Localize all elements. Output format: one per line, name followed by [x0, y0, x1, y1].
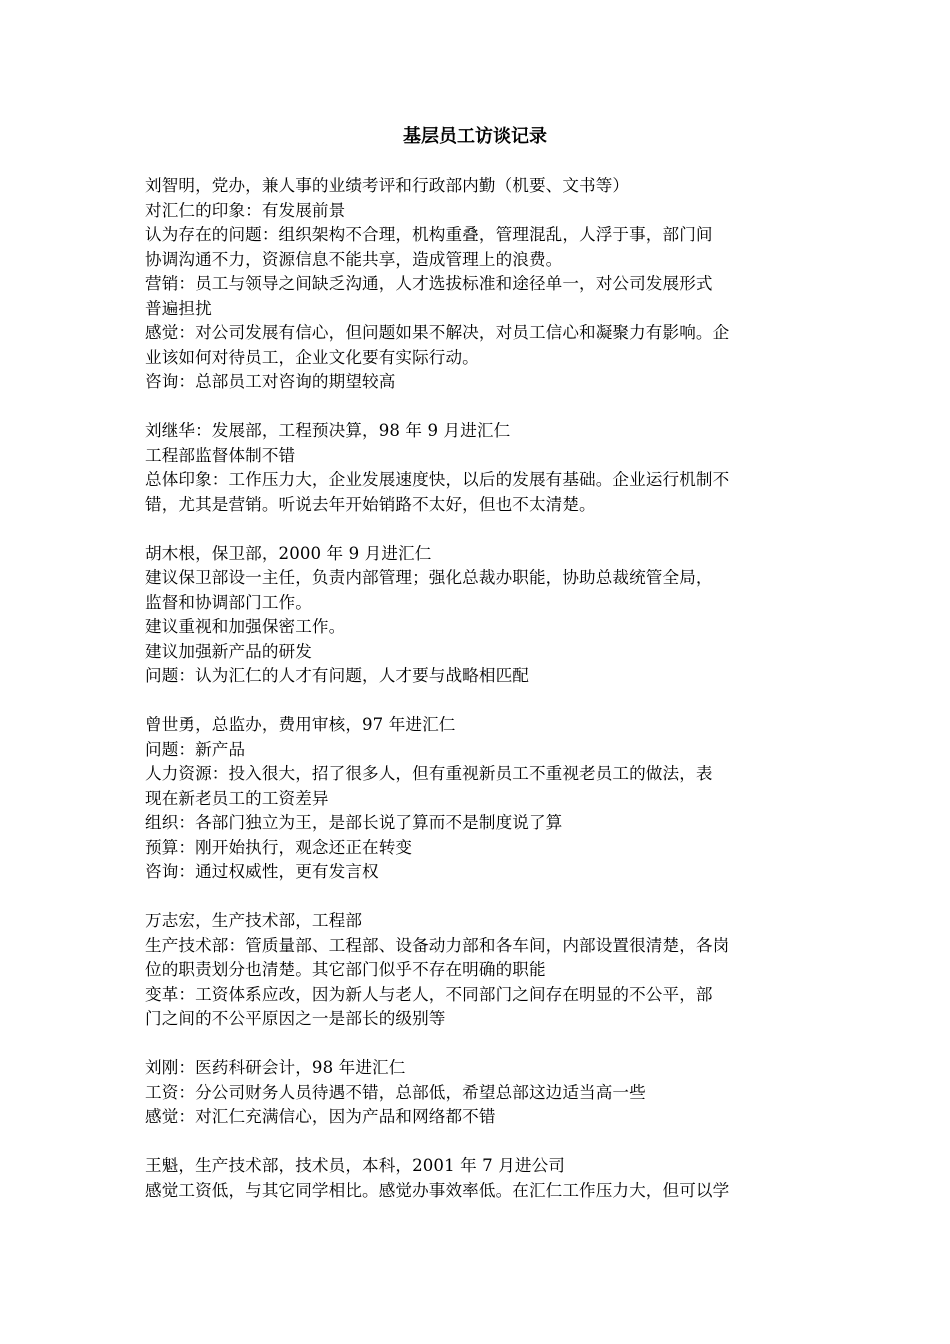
- record-line: 门之间的不公平原因之一是部长的级别等: [145, 1009, 446, 1028]
- record-line: 营销：员工与领导之间缺乏沟通，人才选拔标准和途径单一，对公司发展形式: [145, 274, 713, 293]
- record-line: 生产技术部：管质量部、工程部、设备动力部和各车间，内部设置很清楚，各岗: [145, 935, 730, 955]
- record-line: 刘继华：发展部，工程预决算，98 年 9 月进汇仁: [145, 421, 511, 440]
- record-line: 人力资源：投入很大，招了很多人，但有重视新员工不重视老员工的做法，表: [145, 764, 713, 783]
- record-line: 王魁，生产技术部，技术员，本科，2001 年 7 月进公司: [145, 1156, 565, 1175]
- record-line: 刘智明，党办，兼人事的业绩考评和行政部内勤（机要、文书等）: [145, 176, 630, 195]
- record-line: 曾世勇，总监办，费用审核，97 年进汇仁: [145, 715, 456, 734]
- interview-records: [145, 174, 807, 1228]
- record-line: 对汇仁的印象：有发展前景: [145, 200, 346, 220]
- record-line: 建议保卫部设一主任，负责内部管理；强化总裁办职能，协助总裁统管全局，: [145, 568, 713, 587]
- record-line: 工资：分公司财务人员待遇不错，总部低，希望总部这边适当高一些: [145, 1082, 646, 1102]
- interview-section: [145, 713, 807, 885]
- record-line: 现在新老员工的工资差异: [145, 788, 329, 808]
- interview-section: [145, 542, 807, 689]
- record-line: 胡木根，保卫部，2000 年 9 月进汇仁: [145, 543, 432, 563]
- record-line: 感觉：对汇仁充满信心，因为产品和网络都不错: [145, 1107, 496, 1126]
- page-title: 基层员工访谈记录: [403, 126, 547, 147]
- record-line: 监督和协调部门工作。: [145, 592, 312, 612]
- record-line: 建议加强新产品的研发: [145, 641, 312, 661]
- record-line: 感觉工资低，与其它同学相比。感觉办事效率低。在汇仁工作压力大，但可以学: [145, 1180, 730, 1200]
- record-line: 组织：各部门独立为王，是部长说了算而不是制度说了算: [145, 813, 563, 832]
- record-line: 错，尤其是营销。听说去年开始销路不太好，但也不太清楚。: [145, 494, 596, 514]
- record-line: 万志宏，生产技术部，工程部: [145, 911, 363, 930]
- record-line: 普遍担扰: [145, 298, 212, 318]
- record-line: 协调沟通不力，资源信息不能共享，造成管理上的浪费。: [145, 249, 563, 269]
- record-line: 认为存在的问题：组织架构不合理，机构重叠，管理混乱，人浮于事，部门间: [145, 225, 713, 244]
- record-line: 建议重视和加强保密工作。: [145, 617, 346, 636]
- record-line: 咨询：通过权威性，更有发言权: [145, 862, 379, 881]
- record-line: 总体印象：工作压力大，企业发展速度快，以后的发展有基础。企业运行机制不: [145, 470, 730, 489]
- record-line: 问题：认为汇仁的人才有问题，人才要与战略相匹配: [145, 666, 529, 685]
- interview-section: [145, 1154, 807, 1203]
- interview-section: [145, 1056, 807, 1130]
- record-line: 问题：新产品: [145, 739, 246, 759]
- record-line: 预算：刚开始执行，观念还正在转变: [145, 837, 413, 857]
- interview-section: [145, 909, 807, 1032]
- record-line: 变革：工资体系应改，因为新人与老人，不同部门之间存在明显的不公平，部: [145, 984, 713, 1004]
- record-line: 位的职责划分也清楚。其它部门似乎不存在明确的职能: [145, 960, 546, 979]
- record-line: 业该如何对待员工，企业文化要有实际行动。: [145, 347, 479, 367]
- record-line: 咨询：总部员工对咨询的期望较高: [145, 372, 396, 391]
- record-line: 刘刚：医药科研会计，98 年进汇仁: [145, 1058, 406, 1077]
- interview-section: [145, 174, 807, 395]
- interview-section: [145, 419, 807, 517]
- record-line: 感觉：对公司发展有信心，但问题如果不解决，对员工信心和凝聚力有影响。企: [145, 323, 730, 342]
- record-line: 工程部监督体制不错: [145, 445, 296, 465]
